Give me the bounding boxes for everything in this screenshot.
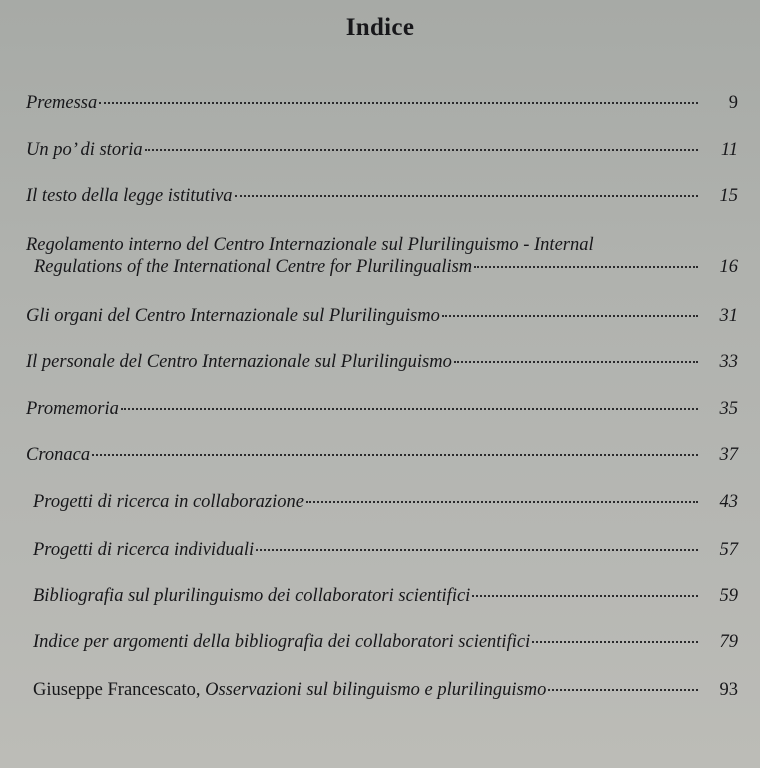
toc-entry-text: Osservazioni sul bilinguismo e plurilinguismo	[205, 680, 547, 700]
dot-leader	[472, 595, 698, 597]
toc-entry-page: 59	[719, 586, 738, 606]
toc-entry-progetti-individuali	[33, 539, 738, 561]
toc-entry-bibliografia	[33, 585, 738, 607]
dot-leader	[532, 641, 698, 643]
dot-leader	[454, 361, 698, 363]
page-title: Indice	[345, 14, 415, 41]
dot-leader	[442, 315, 698, 317]
toc-entry-page: 35	[719, 399, 738, 419]
dot-leader	[99, 102, 698, 104]
toc-entry-text: Indice per argomenti della bibliografia dei collaboratori scientifici	[33, 632, 531, 652]
toc-entry-progetti-collaborazione	[33, 491, 738, 513]
toc-entry-page: 16	[719, 257, 738, 277]
toc-entry-text: Progetti di ricerca individuali	[33, 540, 255, 560]
toc-entry-text: Promemoria	[26, 399, 119, 419]
toc-entry-text: Cronaca	[26, 445, 91, 465]
toc-entry-storia	[26, 139, 738, 161]
dot-leader	[548, 689, 698, 691]
toc-entry-personale	[26, 351, 738, 373]
toc-entry-text: Gli organi del Centro Internazionale sul Plurilinguismo	[26, 306, 440, 326]
toc-entry-text: Il testo della legge istitutiva	[26, 186, 233, 206]
toc-entry-author: Giuseppe Francescato,	[33, 680, 201, 700]
toc-entry-page: 93	[719, 680, 738, 700]
toc-entry-page: 57	[719, 540, 738, 560]
toc-entry-legge	[26, 185, 738, 207]
dot-leader	[474, 266, 698, 268]
toc-entry-indice-argomenti	[33, 631, 738, 653]
dot-leader	[145, 149, 698, 151]
toc-entry-text: Un po’ di storia	[26, 140, 143, 160]
toc-entry-francescato	[33, 679, 738, 701]
toc-entry-page: 11	[720, 140, 738, 160]
toc-entry-premessa	[26, 92, 738, 114]
toc-entry-organi	[26, 305, 738, 327]
toc-entry-text: Bibliografia sul plurilinguismo dei collaboratori scientifici	[33, 586, 471, 606]
toc-entry-text: Premessa	[26, 93, 98, 113]
toc-entry-page: 43	[719, 492, 738, 512]
toc-entry-promemoria	[26, 398, 738, 420]
toc-entry-page: 9	[728, 93, 738, 113]
dot-leader	[256, 549, 698, 551]
toc-entry-cronaca	[26, 444, 738, 466]
toc-entry-page: 37	[719, 445, 738, 465]
toc-entry-regolamento	[26, 234, 738, 278]
toc-entry-text-wrapper	[33, 679, 546, 701]
dot-leader	[92, 454, 698, 456]
toc-entry-text-line1: Regolamento interno del Centro Internazionale sul Plurilinguismo - Internal	[26, 235, 594, 255]
toc-entry-text: Progetti di ricerca in collaborazione	[33, 492, 304, 512]
dot-leader	[235, 195, 698, 197]
toc-entry-text: Regulations of the International Centre for Plurilingualism	[34, 257, 473, 277]
toc-entry-page: 33	[719, 352, 738, 372]
toc-entry-page: 79	[719, 632, 738, 652]
toc-entry-page: 31	[719, 306, 738, 326]
dot-leader	[306, 501, 698, 503]
dot-leader	[121, 408, 698, 410]
toc-entry-text: Il personale del Centro Internazionale sul Plurilinguismo	[26, 352, 452, 372]
toc-entry-page: 15	[719, 186, 738, 206]
